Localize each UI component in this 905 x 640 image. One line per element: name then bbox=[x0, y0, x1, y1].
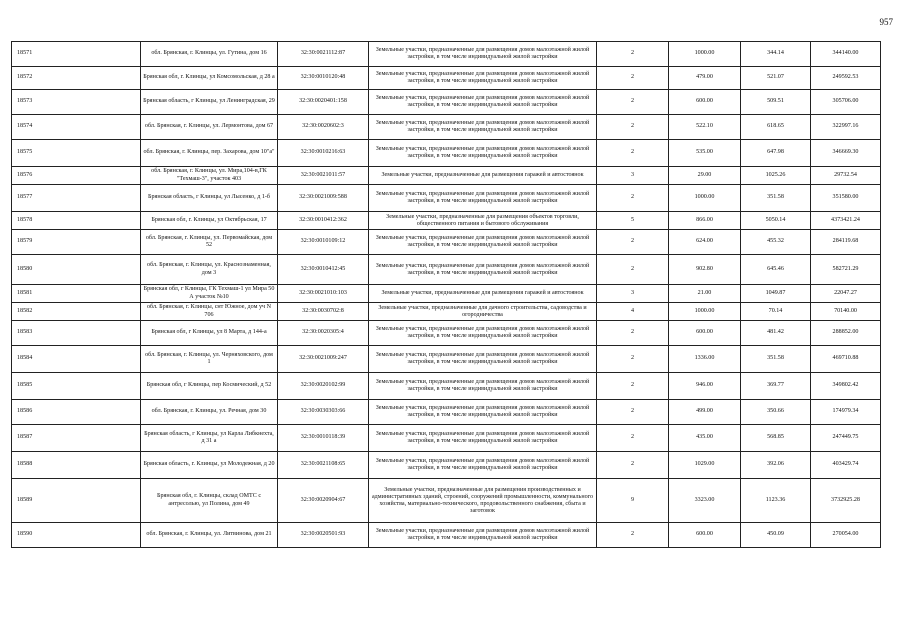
cadastral-number-cell: 32:30:0030702:8 bbox=[278, 303, 369, 321]
group-cell: 3 bbox=[597, 285, 669, 303]
land-use-cell: Земельные участки, предназначенные для размещения домов малоэтажной жилой застройки, в том числе индивидуальной жилой застройки bbox=[369, 452, 597, 479]
cadastral-number-cell: 32:30:0030303:66 bbox=[278, 400, 369, 425]
specific-value-cell: 481.42 bbox=[741, 321, 811, 346]
cadastral-number-cell: 32:30:0010412:45 bbox=[278, 255, 369, 285]
row-number: 18585 bbox=[12, 373, 141, 400]
land-use-cell: Земельные участки, предназначенные для размещения домов малоэтажной жилой застройки, в том числе индивидуальной жилой застройки bbox=[369, 400, 597, 425]
table-row bbox=[12, 140, 881, 167]
specific-value-cell: 618.65 bbox=[741, 115, 811, 140]
area-cell: 522.10 bbox=[669, 115, 741, 140]
specific-value-cell: 344.14 bbox=[741, 42, 811, 67]
land-use-cell: Земельные участки, предназначенные для размещения домов малоэтажной жилой застройки, в том числе индивидуальной жилой застройки bbox=[369, 425, 597, 452]
table-row bbox=[12, 67, 881, 90]
table-row bbox=[12, 42, 881, 67]
row-number: 18582 bbox=[12, 303, 141, 321]
cadastral-value-cell: 284119.68 bbox=[811, 230, 881, 255]
address-cell: Брянская область, г Клинцы, ул Карла Либкнехта, д 31 а bbox=[141, 425, 278, 452]
group-cell: 2 bbox=[597, 140, 669, 167]
cadastral-value-cell: 582721.29 bbox=[811, 255, 881, 285]
specific-value-cell: 350.66 bbox=[741, 400, 811, 425]
area-cell: 29.00 bbox=[669, 167, 741, 185]
row-number: 18581 bbox=[12, 285, 141, 303]
group-cell: 2 bbox=[597, 42, 669, 67]
area-cell: 600.00 bbox=[669, 523, 741, 548]
group-cell: 2 bbox=[597, 321, 669, 346]
table-row bbox=[12, 115, 881, 140]
area-cell: 535.00 bbox=[669, 140, 741, 167]
area-cell: 866.00 bbox=[669, 212, 741, 230]
address-cell: Брянская область, г Клинцы, ул Лысенко, д 1-б bbox=[141, 185, 278, 212]
group-cell: 3 bbox=[597, 167, 669, 185]
land-use-cell: Земельные участки, предназначенные для размещения домов малоэтажной жилой застройки, в том числе индивидуальной жилой застройки bbox=[369, 230, 597, 255]
land-use-cell: Земельные участки, предназначенные для размещения производственных и административных зданий, строений, сооружений промышленности, коммунального хозяйства, материально-технического, продовольственного снабжения, сбыта и заготовок bbox=[369, 479, 597, 523]
table-row bbox=[12, 303, 881, 321]
cadastral-number-cell: 32:30:0010118:39 bbox=[278, 425, 369, 452]
address-cell: обл. Брянская, г. Клинцы, пер. Захарова, дом 10"а" bbox=[141, 140, 278, 167]
address-cell: обл. Брянская, г. Клинцы, ул. Лермонтова, дом 67 bbox=[141, 115, 278, 140]
land-use-cell: Земельные участки, предназначенные для размещения гаражей и автостоянок bbox=[369, 285, 597, 303]
group-cell: 2 bbox=[597, 425, 669, 452]
cadastral-number-cell: 32:30:0021011:57 bbox=[278, 167, 369, 185]
row-number: 18584 bbox=[12, 346, 141, 373]
address-cell: обл. Брянская, г. Клинцы, ул. Черняховского, дом 1 bbox=[141, 346, 278, 373]
cadastral-value-cell: 351580.00 bbox=[811, 185, 881, 212]
cadastral-number-cell: 32:30:0020305:4 bbox=[278, 321, 369, 346]
area-cell: 946.00 bbox=[669, 373, 741, 400]
cadastral-number-cell: 32:30:0020904:67 bbox=[278, 479, 369, 523]
land-use-cell: Земельные участки, предназначенные для размещения домов малоэтажной жилой застройки, в том числе индивидуальной жилой застройки bbox=[369, 115, 597, 140]
area-cell: 435.00 bbox=[669, 425, 741, 452]
table-row bbox=[12, 167, 881, 185]
cadastral-value-cell: 174979.34 bbox=[811, 400, 881, 425]
land-use-cell: Земельные участки, предназначенные для размещения домов малоэтажной жилой застройки, в том числе индивидуальной жилой застройки bbox=[369, 185, 597, 212]
table-row bbox=[12, 212, 881, 230]
area-cell: 600.00 bbox=[669, 321, 741, 346]
land-use-cell: Земельные участки, предназначенные для размещения домов малоэтажной жилой застройки, в том числе индивидуальной жилой застройки bbox=[369, 321, 597, 346]
address-cell: Брянская обл, г. Клинцы, ул Комсомольская, д 28 а bbox=[141, 67, 278, 90]
table-row bbox=[12, 255, 881, 285]
row-number: 18583 bbox=[12, 321, 141, 346]
cadastral-number-cell: 32:30:0020401:158 bbox=[278, 90, 369, 115]
specific-value-cell: 647.98 bbox=[741, 140, 811, 167]
cadastral-number-cell: 32:30:0010109:12 bbox=[278, 230, 369, 255]
group-cell: 2 bbox=[597, 185, 669, 212]
group-cell: 9 bbox=[597, 479, 669, 523]
table-row bbox=[12, 425, 881, 452]
group-cell: 5 bbox=[597, 212, 669, 230]
specific-value-cell: 392.06 bbox=[741, 452, 811, 479]
row-number: 18590 bbox=[12, 523, 141, 548]
table-row bbox=[12, 400, 881, 425]
group-cell: 4 bbox=[597, 303, 669, 321]
cadastral-number-cell: 32:30:0020102:99 bbox=[278, 373, 369, 400]
row-number: 18579 bbox=[12, 230, 141, 255]
table-row bbox=[12, 285, 881, 303]
cadastral-number-cell: 32:30:0020501:93 bbox=[278, 523, 369, 548]
table-row bbox=[12, 185, 881, 212]
specific-value-cell: 5050.14 bbox=[741, 212, 811, 230]
specific-value-cell: 568.85 bbox=[741, 425, 811, 452]
row-number: 18572 bbox=[12, 67, 141, 90]
group-cell: 2 bbox=[597, 90, 669, 115]
cadastral-value-cell: 4373421.24 bbox=[811, 212, 881, 230]
cadastral-value-cell: 469710.88 bbox=[811, 346, 881, 373]
cadastral-value-cell: 346669.30 bbox=[811, 140, 881, 167]
table-row bbox=[12, 230, 881, 255]
address-cell: Брянская обл, г Клинцы, пер Космический, д 52 bbox=[141, 373, 278, 400]
cadastral-value-cell: 305706.00 bbox=[811, 90, 881, 115]
table-row bbox=[12, 479, 881, 523]
row-number: 18575 bbox=[12, 140, 141, 167]
cadastral-value-cell: 29732.54 bbox=[811, 167, 881, 185]
specific-value-cell: 369.77 bbox=[741, 373, 811, 400]
address-cell: обл. Брянская, г. Клинцы, снт Южное, дом уч N 706 bbox=[141, 303, 278, 321]
specific-value-cell: 1123.36 bbox=[741, 479, 811, 523]
group-cell: 2 bbox=[597, 400, 669, 425]
row-number: 18587 bbox=[12, 425, 141, 452]
area-cell: 3323.00 bbox=[669, 479, 741, 523]
row-number: 18573 bbox=[12, 90, 141, 115]
cadastral-value-cell: 403429.74 bbox=[811, 452, 881, 479]
specific-value-cell: 521.07 bbox=[741, 67, 811, 90]
group-cell: 2 bbox=[597, 523, 669, 548]
group-cell: 2 bbox=[597, 255, 669, 285]
row-number: 18574 bbox=[12, 115, 141, 140]
row-number: 18577 bbox=[12, 185, 141, 212]
table-row bbox=[12, 452, 881, 479]
row-number: 18571 bbox=[12, 42, 141, 67]
address-cell: Брянская обл, г Клинцы, ГК Техмаш-1 ул Мира 50 А участок №10 bbox=[141, 285, 278, 303]
land-use-cell: Земельные участки, предназначенные для размещения домов малоэтажной жилой застройки, в том числе индивидуальной жилой застройки bbox=[369, 255, 597, 285]
area-cell: 21.00 bbox=[669, 285, 741, 303]
area-cell: 1000.00 bbox=[669, 42, 741, 67]
address-cell: Брянская обл, г Клинцы, ул 8 Марта, д 144-а bbox=[141, 321, 278, 346]
cadastral-number-cell: 32:30:0010412:362 bbox=[278, 212, 369, 230]
row-number: 18580 bbox=[12, 255, 141, 285]
table-row bbox=[12, 90, 881, 115]
cadastral-number-cell: 32:30:0010216:63 bbox=[278, 140, 369, 167]
specific-value-cell: 455.32 bbox=[741, 230, 811, 255]
cadastral-value-cell: 3732925.28 bbox=[811, 479, 881, 523]
cadastral-number-cell: 32:30:0021112:87 bbox=[278, 42, 369, 67]
area-cell: 902.80 bbox=[669, 255, 741, 285]
specific-value-cell: 351.58 bbox=[741, 346, 811, 373]
cadastral-value-table bbox=[11, 41, 881, 548]
specific-value-cell: 645.46 bbox=[741, 255, 811, 285]
area-cell: 1000.00 bbox=[669, 185, 741, 212]
row-number: 18589 bbox=[12, 479, 141, 523]
row-number: 18576 bbox=[12, 167, 141, 185]
address-cell: обл. Брянская, г. Клинцы, ул. Мира,104-в,ГК "Техмаш-3", участок 403 bbox=[141, 167, 278, 185]
address-cell: обл. Брянская, г. Клинцы, ул. Речная, дом 30 bbox=[141, 400, 278, 425]
cadastral-value-cell: 349802.42 bbox=[811, 373, 881, 400]
page-number: 957 bbox=[879, 17, 893, 27]
cadastral-value-cell: 22047.27 bbox=[811, 285, 881, 303]
specific-value-cell: 450.09 bbox=[741, 523, 811, 548]
area-cell: 499.00 bbox=[669, 400, 741, 425]
address-cell: обл. Брянская, г. Клинцы, ул. Гутина, дом 16 bbox=[141, 42, 278, 67]
area-cell: 1029.00 bbox=[669, 452, 741, 479]
specific-value-cell: 351.58 bbox=[741, 185, 811, 212]
cadastral-value-cell: 322997.16 bbox=[811, 115, 881, 140]
table-row bbox=[12, 523, 881, 548]
cadastral-value-cell: 247449.75 bbox=[811, 425, 881, 452]
land-use-cell: Земельные участки, предназначенные для размещения домов малоэтажной жилой застройки, в том числе индивидуальной жилой застройки bbox=[369, 523, 597, 548]
specific-value-cell: 70.14 bbox=[741, 303, 811, 321]
land-use-cell: Земельные участки, предназначенные для размещения домов малоэтажной жилой застройки, в том числе индивидуальной жилой застройки bbox=[369, 346, 597, 373]
area-cell: 624.00 bbox=[669, 230, 741, 255]
row-number: 18588 bbox=[12, 452, 141, 479]
table-row bbox=[12, 346, 881, 373]
cadastral-number-cell: 32:30:0021108:65 bbox=[278, 452, 369, 479]
area-cell: 1336.00 bbox=[669, 346, 741, 373]
specific-value-cell: 1049.87 bbox=[741, 285, 811, 303]
cadastral-number-cell: 32:30:0021010:103 bbox=[278, 285, 369, 303]
area-cell: 1000.00 bbox=[669, 303, 741, 321]
group-cell: 2 bbox=[597, 346, 669, 373]
cadastral-number-cell: 32:30:0021009:588 bbox=[278, 185, 369, 212]
row-number: 18578 bbox=[12, 212, 141, 230]
group-cell: 2 bbox=[597, 115, 669, 140]
address-cell: Брянская область, г. Клинцы, ул Молодежная, д 20 bbox=[141, 452, 278, 479]
land-use-cell: Земельные участки, предназначенные для размещения домов малоэтажной жилой застройки, в том числе индивидуальной жилой застройки bbox=[369, 140, 597, 167]
cadastral-value-cell: 344140.00 bbox=[811, 42, 881, 67]
land-use-cell: Земельные участки, предназначенные для размещения домов малоэтажной жилой застройки, в том числе индивидуальной жилой застройки bbox=[369, 67, 597, 90]
cadastral-number-cell: 32:30:0010120:48 bbox=[278, 67, 369, 90]
table-row bbox=[12, 373, 881, 400]
address-cell: обл. Брянская, г. Клинцы, ул. Первомайская, дом 52 bbox=[141, 230, 278, 255]
group-cell: 2 bbox=[597, 452, 669, 479]
group-cell: 2 bbox=[597, 373, 669, 400]
cadastral-number-cell: 32:30:0020602:3 bbox=[278, 115, 369, 140]
specific-value-cell: 1025.26 bbox=[741, 167, 811, 185]
cadastral-value-cell: 70140.00 bbox=[811, 303, 881, 321]
land-use-cell: Земельные участки, предназначенные для дачного строительства, садоводства и огородничества bbox=[369, 303, 597, 321]
cadastral-value-cell: 288852.00 bbox=[811, 321, 881, 346]
address-cell: Брянская обл, г. Клинцы, склад ОМТС с антресолью, ул Полина, дом 49 bbox=[141, 479, 278, 523]
address-cell: обл. Брянская, г. Клинцы, ул. Краснознаменная, дом 3 bbox=[141, 255, 278, 285]
cadastral-number-cell: 32:30:0021009:247 bbox=[278, 346, 369, 373]
address-cell: Брянская обл, г. Клинцы, ул Октябрьская, 17 bbox=[141, 212, 278, 230]
land-use-cell: Земельные участки, предназначенные для размещения гаражей и автостоянок bbox=[369, 167, 597, 185]
address-cell: Брянская область, г Клинцы, ул Ленинградская, 29 bbox=[141, 90, 278, 115]
cadastral-value-cell: 270054.00 bbox=[811, 523, 881, 548]
row-number: 18586 bbox=[12, 400, 141, 425]
area-cell: 479.00 bbox=[669, 67, 741, 90]
table-body bbox=[12, 42, 881, 548]
land-use-cell: Земельные участки, предназначенные для размещения объектов торговли, общественного питания и бытового обслуживания bbox=[369, 212, 597, 230]
land-use-cell: Земельные участки, предназначенные для размещения домов малоэтажной жилой застройки, в том числе индивидуальной жилой застройки bbox=[369, 90, 597, 115]
cadastral-value-cell: 249592.53 bbox=[811, 67, 881, 90]
table-row bbox=[12, 321, 881, 346]
land-use-cell: Земельные участки, предназначенные для размещения домов малоэтажной жилой застройки, в том числе индивидуальной жилой застройки bbox=[369, 42, 597, 67]
group-cell: 2 bbox=[597, 230, 669, 255]
land-use-cell: Земельные участки, предназначенные для размещения домов малоэтажной жилой застройки, в том числе индивидуальной жилой застройки bbox=[369, 373, 597, 400]
address-cell: обл. Брянская, г. Клинцы, ул. Литвинова, дом 21 bbox=[141, 523, 278, 548]
group-cell: 2 bbox=[597, 67, 669, 90]
area-cell: 600.00 bbox=[669, 90, 741, 115]
specific-value-cell: 509.51 bbox=[741, 90, 811, 115]
